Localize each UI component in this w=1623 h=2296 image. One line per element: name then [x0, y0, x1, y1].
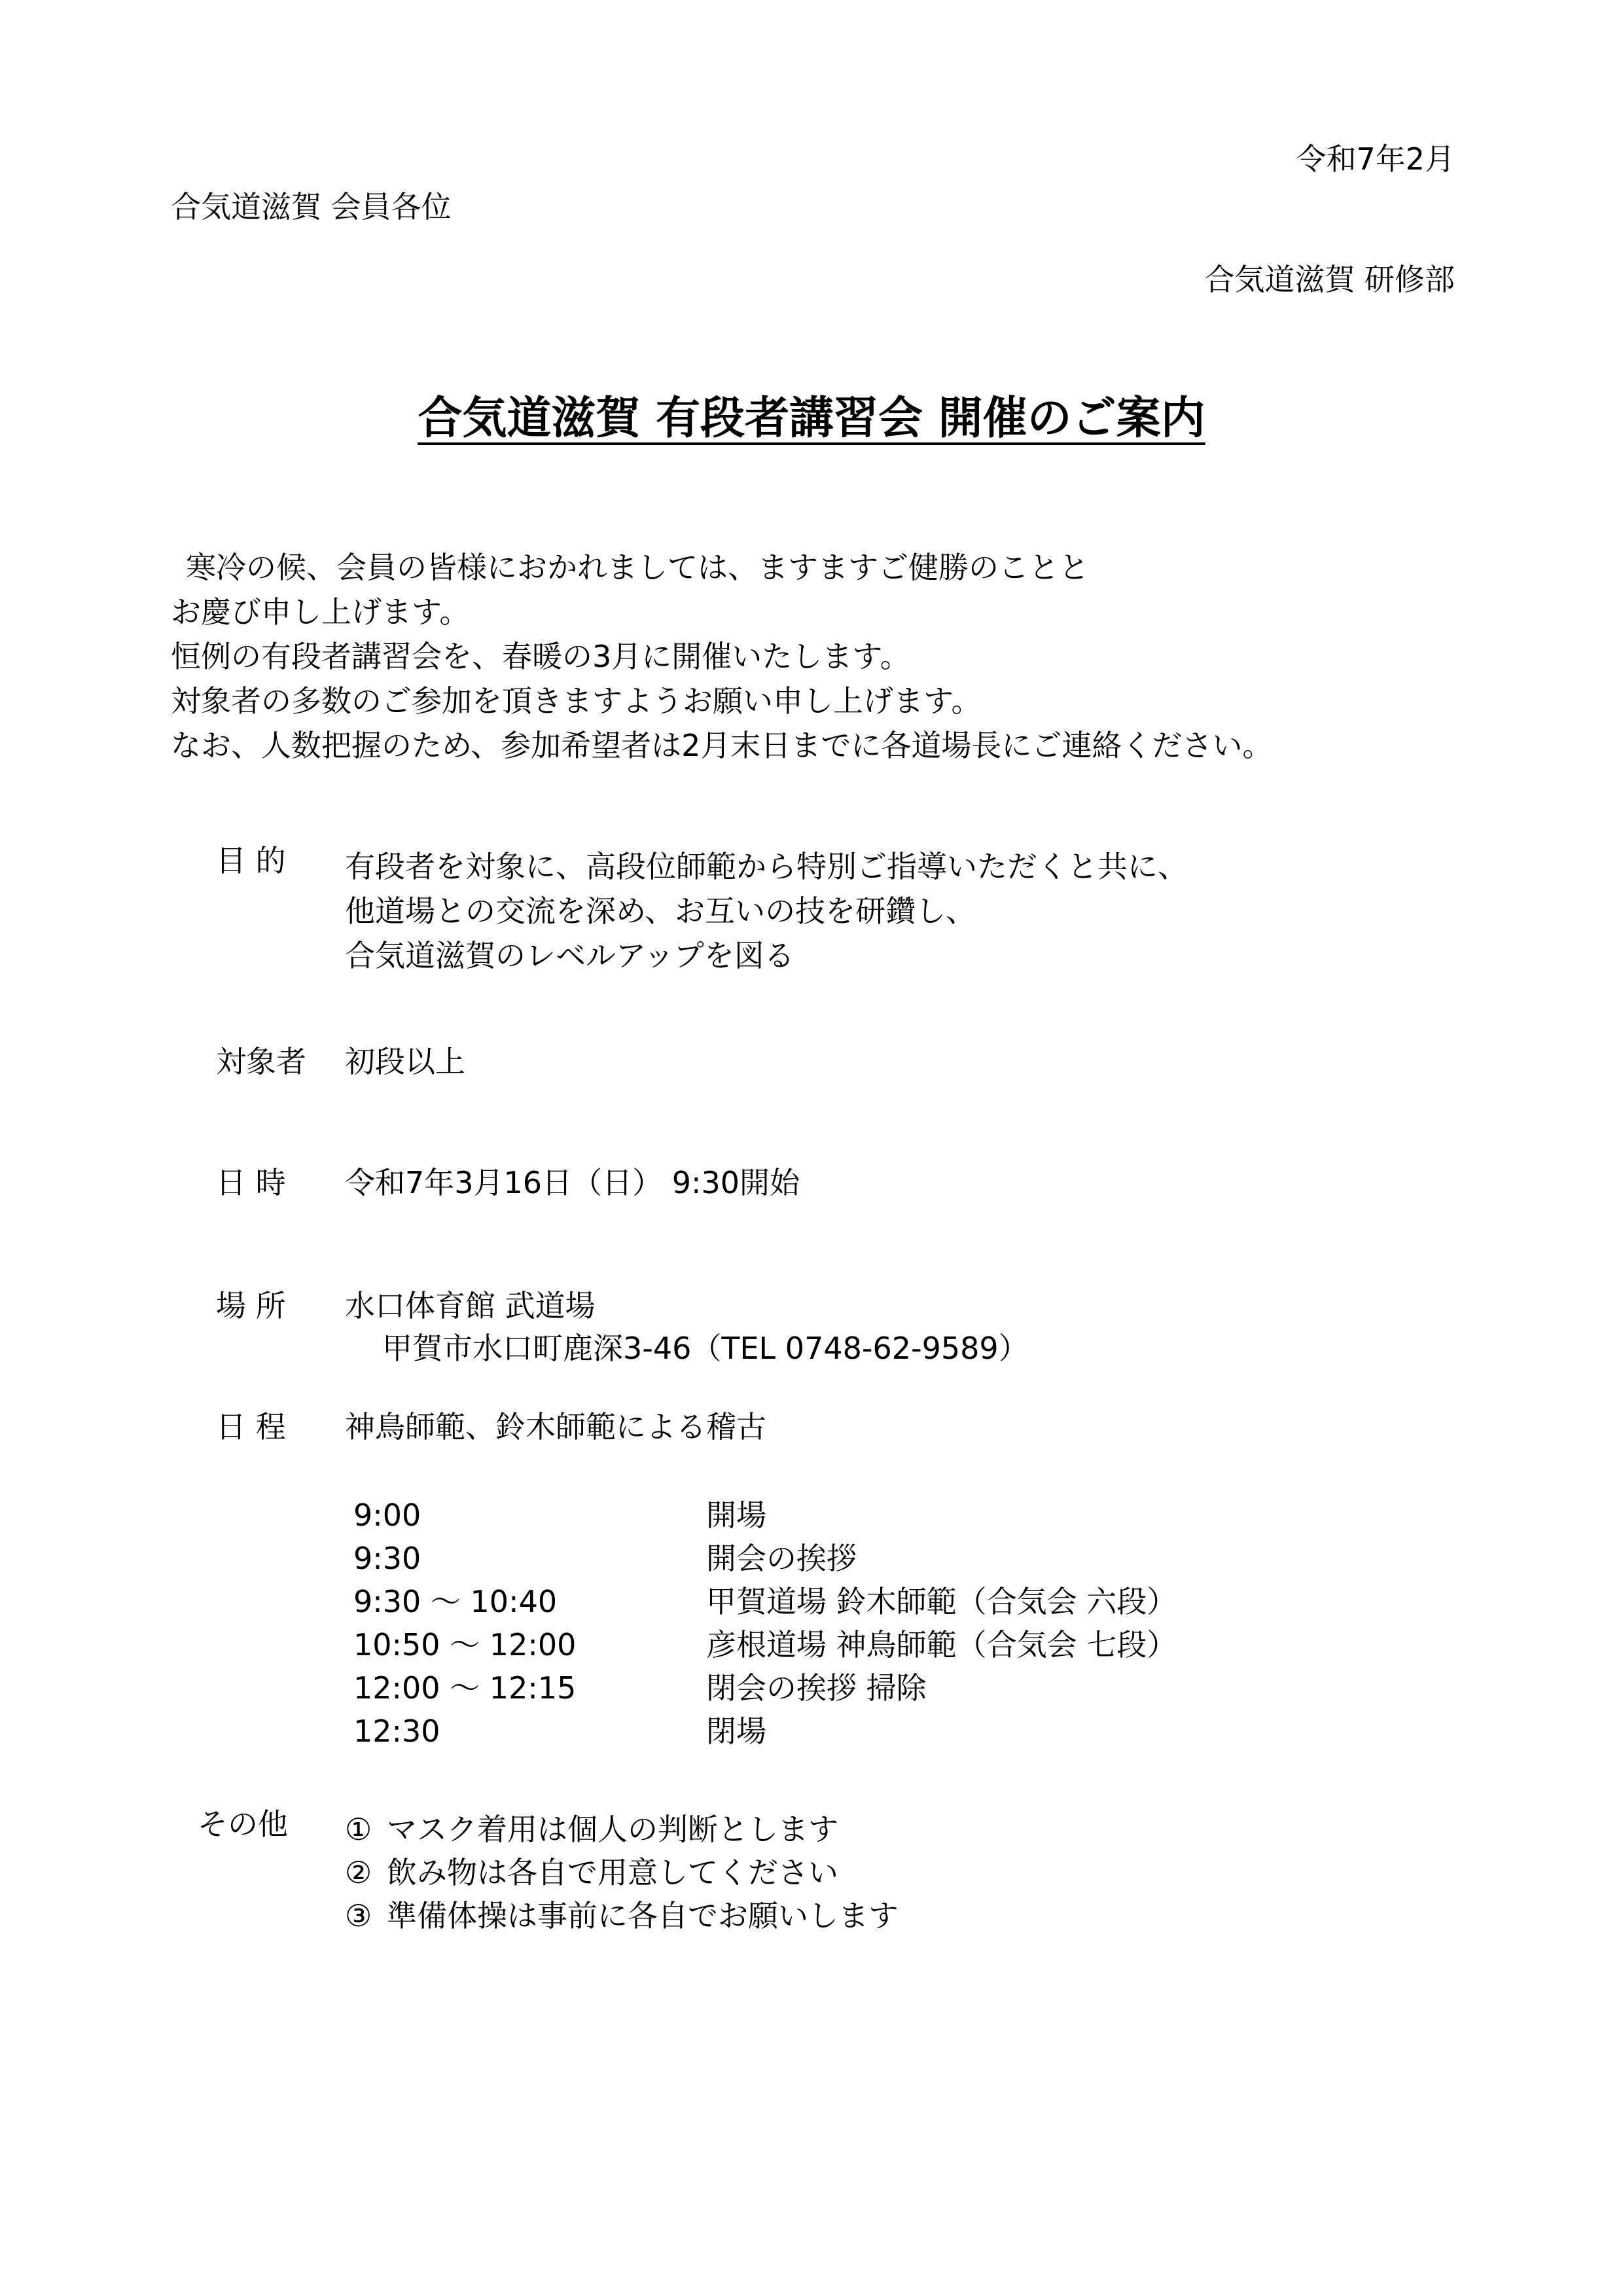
venue-address: 甲賀市水口町鹿深3-46（TEL 0748-62-9589）	[382, 1331, 1029, 1366]
venue-name: 水口体育館 武道場	[345, 1288, 596, 1323]
document-date: 令和7年2月	[1296, 141, 1455, 177]
note-item	[345, 1808, 899, 1851]
note-number: ③	[345, 1898, 372, 1933]
target-label: 対象者	[216, 1044, 306, 1079]
schedule-desc: 閉場	[706, 1713, 766, 1749]
schedule-desc: 閉会の挨拶 掃除	[706, 1670, 927, 1706]
intro-line: なお、人数把握のため、参加希望者は2月末日までに各道場長にご連絡ください。	[171, 728, 1273, 763]
note-text: マスク着用は個人の判断とします	[387, 1812, 838, 1847]
intro-line: 寒冷の候、会員の皆様におかれましては、ますますご健勝のことと	[186, 550, 1089, 585]
note-text: 飲み物は各自で用意してください	[387, 1855, 838, 1890]
intro-line: 対象者の多数のご参加を頂きますようお願い申し上げます。	[171, 683, 982, 719]
datetime-label: 日 時	[216, 1165, 286, 1200]
document-title: 合気道滋賀 有段者講習会 開催のご案内	[418, 393, 1205, 444]
note-item	[345, 1894, 899, 1937]
datetime-value: 令和7年3月16日（日） 9:30開始	[345, 1165, 800, 1200]
schedule-time: 9:30 ～ 10:40	[353, 1584, 558, 1619]
purpose-label: 目 的	[216, 843, 286, 878]
schedule-time: 9:30	[353, 1541, 421, 1576]
purpose-line: 他道場との交流を深め、お互いの技を研鑽し、	[345, 893, 976, 929]
intro-line: お慶び申し上げます。	[171, 594, 470, 630]
intro-line: 恒例の有段者講習会を、春暖の3月に開催いたします。	[171, 639, 910, 674]
schedule-desc: 彦根道場 神鳥師範（合気会 七段）	[706, 1627, 1177, 1662]
other-label: その他	[198, 1806, 288, 1842]
purpose-line: 合気道滋賀のレベルアップを図る	[345, 938, 794, 973]
other-notes-list	[345, 1808, 899, 1937]
purpose-body	[345, 844, 1188, 978]
schedule-label: 日 程	[216, 1409, 286, 1444]
purpose-line: 有段者を対象に、高段位師範から特別ご指導いただくと共に、	[345, 849, 1188, 884]
schedule-time: 12:30	[353, 1713, 440, 1749]
intro-paragraph	[171, 545, 1272, 768]
note-text: 準備体操は事前に各自でお願いします	[387, 1898, 899, 1933]
schedule-summary: 神鳥師範、鈴木師範による稽古	[345, 1409, 766, 1444]
venue-label: 場 所	[216, 1288, 286, 1323]
target-value: 初段以上	[345, 1044, 465, 1079]
note-number: ②	[345, 1855, 372, 1890]
recipients: 合気道滋賀 会員各位	[171, 189, 452, 224]
sender: 合気道滋賀 研修部	[1204, 262, 1455, 297]
schedule-time: 10:50 ～ 12:00	[353, 1627, 577, 1662]
schedule-time: 9:00	[353, 1498, 421, 1533]
note-item	[345, 1851, 899, 1894]
schedule-time: 12:00 ～ 12:15	[353, 1670, 577, 1706]
schedule-desc: 甲賀道場 鈴木師範（合気会 六段）	[706, 1584, 1177, 1619]
schedule-desc: 開場	[706, 1498, 766, 1533]
schedule-desc: 開会の挨拶	[706, 1541, 857, 1576]
note-number: ①	[345, 1812, 372, 1847]
